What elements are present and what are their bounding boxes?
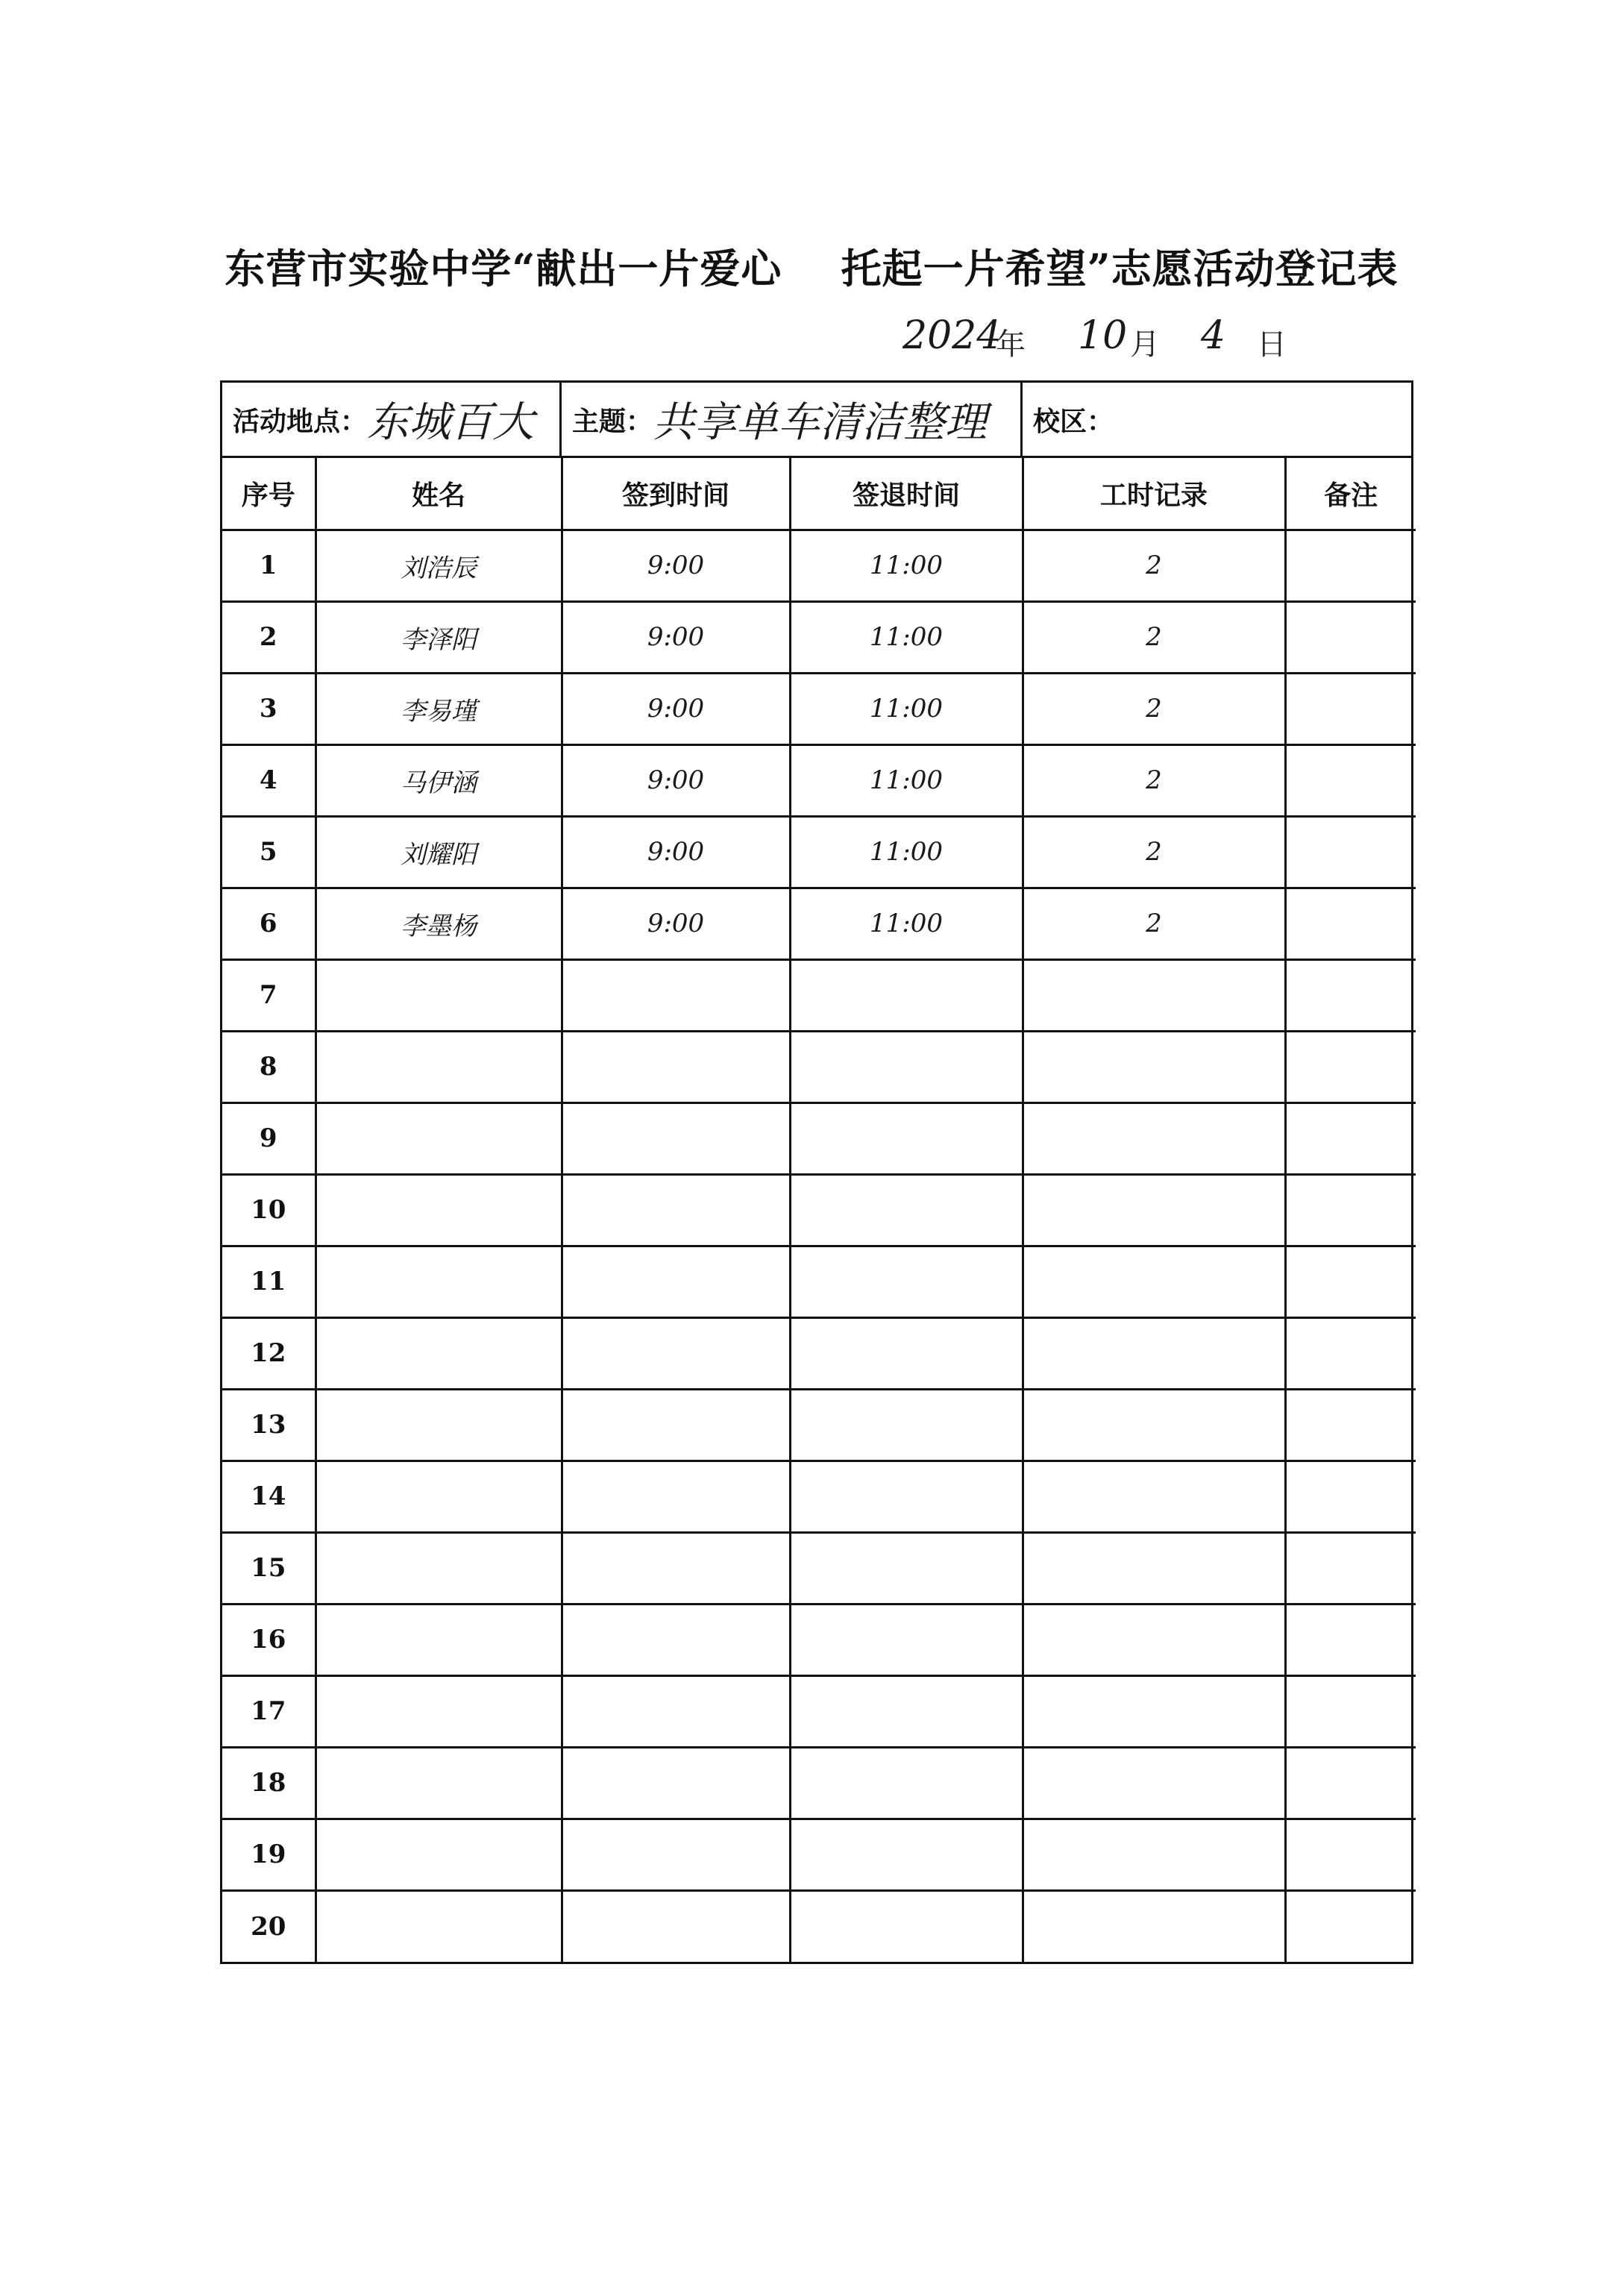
header-name: 姓名 — [316, 458, 562, 530]
row-number: 15 — [222, 1532, 316, 1604]
name-cell — [316, 1604, 562, 1675]
table-row — [222, 1102, 1416, 1174]
note-cell — [1285, 816, 1416, 888]
hours-cell: 2 — [1023, 744, 1285, 816]
name-cell — [316, 1532, 562, 1604]
note-cell — [1285, 673, 1416, 744]
row-number: 18 — [222, 1747, 316, 1819]
header-note: 备注 — [1285, 458, 1416, 530]
name-cell: 刘耀阳 — [316, 816, 562, 888]
sign-in-cell — [562, 959, 790, 1031]
note-cell — [1285, 888, 1416, 959]
hours-cell — [1023, 1604, 1285, 1675]
hours-cell — [1023, 1031, 1285, 1102]
note-cell — [1285, 959, 1416, 1031]
hours-cell — [1023, 1174, 1285, 1246]
sign-in-cell — [562, 1031, 790, 1102]
name-cell — [316, 1031, 562, 1102]
table-row — [222, 1031, 1416, 1102]
note-cell — [1285, 1675, 1416, 1747]
theme-cell — [562, 383, 1023, 456]
table-row — [222, 1890, 1416, 1962]
table-row — [222, 1747, 1416, 1819]
sign-out-cell: 11:00 — [790, 530, 1023, 601]
sign-in-cell — [562, 1532, 790, 1604]
table-row — [222, 1174, 1416, 1246]
row-number: 4 — [222, 744, 316, 816]
table-row — [222, 530, 1416, 601]
hours-cell: 2 — [1023, 888, 1285, 959]
sign-in-cell — [562, 1317, 790, 1389]
note-cell — [1285, 1031, 1416, 1102]
date-day: 4 — [1201, 313, 1226, 358]
hours-cell: 2 — [1023, 673, 1285, 744]
table-row — [222, 959, 1416, 1031]
note-cell — [1285, 1246, 1416, 1317]
table-row — [222, 1604, 1416, 1675]
sign-out-cell — [790, 1461, 1023, 1532]
row-number: 3 — [222, 673, 316, 744]
hours-cell: 2 — [1023, 601, 1285, 673]
location-label: 活动地点： — [233, 406, 368, 437]
name-cell — [316, 1246, 562, 1317]
sign-in-cell: 9:00 — [562, 673, 790, 744]
name-cell — [316, 1317, 562, 1389]
row-number: 10 — [222, 1174, 316, 1246]
hours-cell — [1023, 1102, 1285, 1174]
sign-in-cell — [562, 1461, 790, 1532]
sign-in-cell — [562, 1102, 790, 1174]
hours-cell: 2 — [1023, 530, 1285, 601]
header-row — [222, 458, 1416, 530]
date-month-char: 月 — [1130, 327, 1160, 362]
sign-in-cell — [562, 1675, 790, 1747]
hours-cell — [1023, 959, 1285, 1031]
note-cell — [1285, 1747, 1416, 1819]
name-cell — [316, 1675, 562, 1747]
sign-in-cell — [562, 1389, 790, 1461]
table-row — [222, 1675, 1416, 1747]
name-cell — [316, 1747, 562, 1819]
hours-cell — [1023, 1246, 1285, 1317]
sign-in-cell — [562, 1747, 790, 1819]
location-value: 东城百大 — [367, 398, 535, 447]
note-cell — [1285, 1389, 1416, 1461]
row-number: 13 — [222, 1389, 316, 1461]
name-cell: 马伊涵 — [316, 744, 562, 816]
name-cell — [316, 1819, 562, 1890]
sign-out-cell: 11:00 — [790, 744, 1023, 816]
hours-cell — [1023, 1532, 1285, 1604]
theme-value: 共享单车清洁整理 — [653, 398, 988, 447]
sign-in-cell: 9:00 — [562, 530, 790, 601]
hours-cell — [1023, 1317, 1285, 1389]
registration-sheet — [220, 380, 1413, 1964]
table-row — [222, 1317, 1416, 1389]
sign-in-cell — [562, 1246, 790, 1317]
note-cell — [1285, 1174, 1416, 1246]
row-number: 1 — [222, 530, 316, 601]
name-cell: 李墨杨 — [316, 888, 562, 959]
table-row — [222, 1246, 1416, 1317]
header-sign-in: 签到时间 — [562, 458, 790, 530]
note-cell — [1285, 1890, 1416, 1962]
table-row — [222, 888, 1416, 959]
hours-cell — [1023, 1675, 1285, 1747]
note-cell — [1285, 1102, 1416, 1174]
table-row — [222, 1819, 1416, 1890]
hours-cell: 2 — [1023, 816, 1285, 888]
date-year: 2024 — [902, 313, 1002, 358]
sign-out-cell — [790, 1532, 1023, 1604]
sign-in-cell — [562, 1890, 790, 1962]
date-day-char: 日 — [1257, 327, 1287, 362]
hours-cell — [1023, 1461, 1285, 1532]
sign-out-cell — [790, 1317, 1023, 1389]
hours-cell — [1023, 1747, 1285, 1819]
sign-in-cell — [562, 1819, 790, 1890]
form-title: 东营市实验中学“献出一片爱心 托起一片希望”志愿活动登记表 — [225, 245, 1398, 292]
sign-out-cell: 11:00 — [790, 816, 1023, 888]
name-cell — [316, 1461, 562, 1532]
note-cell — [1285, 1461, 1416, 1532]
note-cell — [1285, 1317, 1416, 1389]
table-row — [222, 816, 1416, 888]
name-cell: 刘浩辰 — [316, 530, 562, 601]
campus-label: 校区： — [1033, 406, 1114, 437]
name-cell: 李易瑾 — [316, 673, 562, 744]
sign-out-cell — [790, 959, 1023, 1031]
table-row — [222, 744, 1416, 816]
sign-in-cell: 9:00 — [562, 888, 790, 959]
sign-out-cell — [790, 1675, 1023, 1747]
sign-in-cell — [562, 1604, 790, 1675]
row-number: 7 — [222, 959, 316, 1031]
sign-out-cell — [790, 1389, 1023, 1461]
row-number: 6 — [222, 888, 316, 959]
hours-cell — [1023, 1389, 1285, 1461]
note-cell — [1285, 1819, 1416, 1890]
sign-out-cell — [790, 1031, 1023, 1102]
sign-out-cell — [790, 1604, 1023, 1675]
name-cell: 李泽阳 — [316, 601, 562, 673]
sign-in-cell: 9:00 — [562, 601, 790, 673]
row-number: 19 — [222, 1819, 316, 1890]
name-cell — [316, 959, 562, 1031]
location-cell — [222, 383, 562, 456]
sign-out-cell: 11:00 — [790, 673, 1023, 744]
table-row — [222, 673, 1416, 744]
sign-in-cell: 9:00 — [562, 816, 790, 888]
theme-label: 主题： — [572, 406, 653, 437]
sign-out-cell — [790, 1246, 1023, 1317]
note-cell — [1285, 601, 1416, 673]
table-row — [222, 1532, 1416, 1604]
note-cell — [1285, 530, 1416, 601]
sign-in-cell — [562, 1174, 790, 1246]
hours-cell — [1023, 1890, 1285, 1962]
row-number: 11 — [222, 1246, 316, 1317]
name-cell — [316, 1890, 562, 1962]
header-no: 序号 — [222, 458, 316, 530]
name-cell — [316, 1389, 562, 1461]
row-number: 17 — [222, 1675, 316, 1747]
campus-cell — [1023, 383, 1411, 456]
row-number: 5 — [222, 816, 316, 888]
sign-in-cell: 9:00 — [562, 744, 790, 816]
date-month: 10 — [1078, 313, 1128, 358]
table-row — [222, 601, 1416, 673]
name-cell — [316, 1102, 562, 1174]
note-cell — [1285, 1532, 1416, 1604]
sign-out-cell — [790, 1174, 1023, 1246]
hours-cell — [1023, 1819, 1285, 1890]
row-number: 14 — [222, 1461, 316, 1532]
sign-out-cell: 11:00 — [790, 888, 1023, 959]
row-number: 8 — [222, 1031, 316, 1102]
header-sign-out: 签退时间 — [790, 458, 1023, 530]
volunteer-table — [222, 458, 1416, 1962]
table-row — [222, 1461, 1416, 1532]
sign-out-cell: 11:00 — [790, 601, 1023, 673]
row-number: 12 — [222, 1317, 316, 1389]
row-number: 16 — [222, 1604, 316, 1675]
row-number: 2 — [222, 601, 316, 673]
header-hours: 工时记录 — [1023, 458, 1285, 530]
sign-out-cell — [790, 1747, 1023, 1819]
row-number: 20 — [222, 1890, 316, 1962]
sign-out-cell — [790, 1102, 1023, 1174]
table-row — [222, 1389, 1416, 1461]
info-row — [222, 383, 1411, 458]
name-cell — [316, 1174, 562, 1246]
note-cell — [1285, 1604, 1416, 1675]
sign-out-cell — [790, 1819, 1023, 1890]
row-number: 9 — [222, 1102, 316, 1174]
date-year-char: 年 — [996, 327, 1026, 362]
note-cell — [1285, 744, 1416, 816]
sign-out-cell — [790, 1890, 1023, 1962]
